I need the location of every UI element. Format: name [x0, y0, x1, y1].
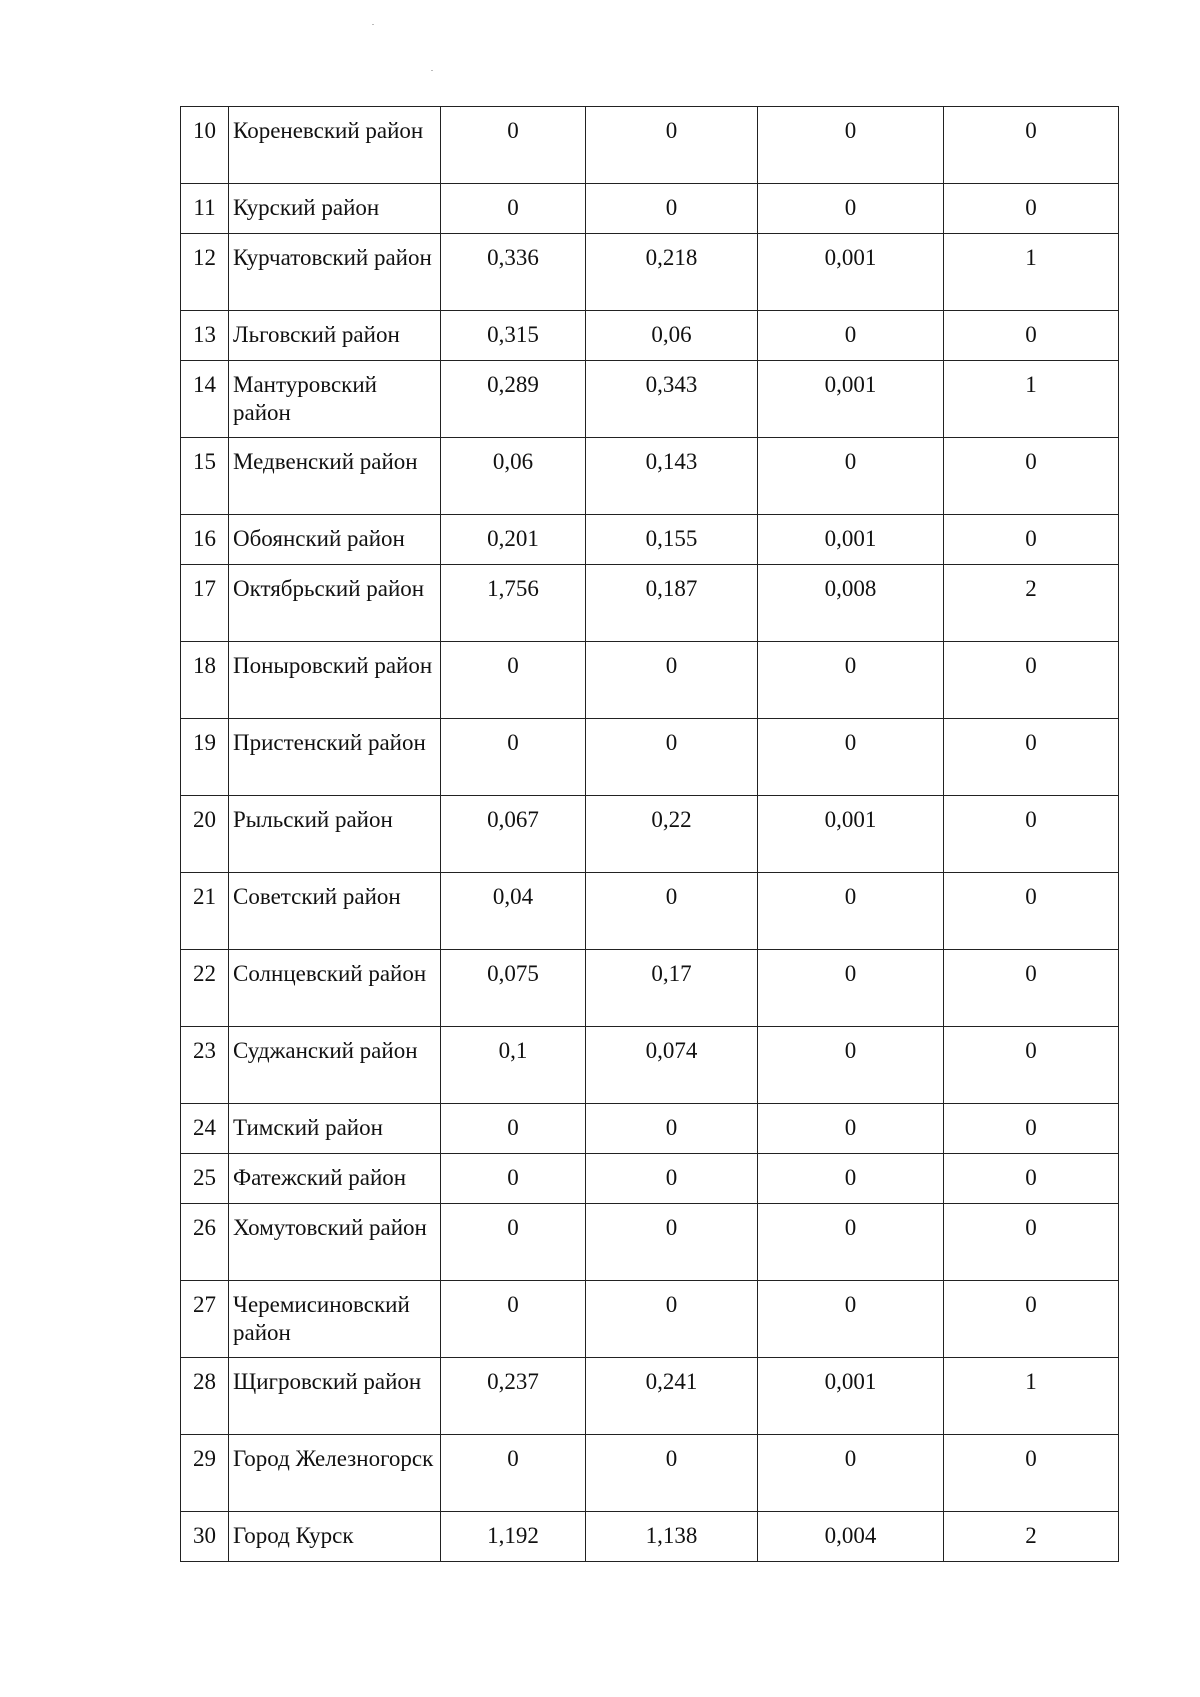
row-number-cell: 23 — [181, 1027, 229, 1104]
district-name-cell: Город Железногорск — [229, 1435, 441, 1512]
value-cell-col3: 0,008 — [758, 565, 944, 642]
district-name-cell: Поныровский район — [229, 642, 441, 719]
value-cell-col1: 0,067 — [441, 796, 586, 873]
value-cell-col4: 0 — [944, 107, 1119, 184]
district-name-cell: Рыльский район — [229, 796, 441, 873]
value-cell-col2: 0 — [586, 719, 758, 796]
table-row — [181, 361, 1119, 438]
value-cell-col3: 0,001 — [758, 515, 944, 565]
table-row — [181, 1154, 1119, 1204]
value-cell-col4: 0 — [944, 1104, 1119, 1154]
value-cell-col1: 1,192 — [441, 1512, 586, 1562]
value-cell-col2: 0 — [586, 1104, 758, 1154]
district-name-cell: Советский район — [229, 873, 441, 950]
value-cell-col1: 0,075 — [441, 950, 586, 1027]
row-number-cell: 22 — [181, 950, 229, 1027]
row-number-cell: 26 — [181, 1204, 229, 1281]
scan-speck — [431, 70, 433, 71]
value-cell-col3: 0 — [758, 873, 944, 950]
value-cell-col1: 0,315 — [441, 311, 586, 361]
value-cell-col1: 0,1 — [441, 1027, 586, 1104]
value-cell-col1: 0 — [441, 107, 586, 184]
table-row — [181, 184, 1119, 234]
district-name-cell: Октябрьский район — [229, 565, 441, 642]
row-number-cell: 12 — [181, 234, 229, 311]
row-number-cell: 15 — [181, 438, 229, 515]
value-cell-col2: 0,155 — [586, 515, 758, 565]
table-row — [181, 950, 1119, 1027]
row-number-cell: 14 — [181, 361, 229, 438]
table-row — [181, 515, 1119, 565]
table-row — [181, 1512, 1119, 1562]
table-row — [181, 1027, 1119, 1104]
value-cell-col2: 0,22 — [586, 796, 758, 873]
value-cell-col1: 0,04 — [441, 873, 586, 950]
value-cell-col1: 1,756 — [441, 565, 586, 642]
value-cell-col1: 0,336 — [441, 234, 586, 311]
value-cell-col1: 0,237 — [441, 1358, 586, 1435]
value-cell-col2: 0 — [586, 873, 758, 950]
value-cell-col3: 0,001 — [758, 361, 944, 438]
district-name-cell: Курчатовский район — [229, 234, 441, 311]
row-number-cell: 19 — [181, 719, 229, 796]
value-cell-col1: 0 — [441, 184, 586, 234]
value-cell-col1: 0 — [441, 1104, 586, 1154]
table-row — [181, 873, 1119, 950]
value-cell-col1: 0 — [441, 1204, 586, 1281]
value-cell-col2: 0 — [586, 642, 758, 719]
value-cell-col2: 0,17 — [586, 950, 758, 1027]
table-row — [181, 1281, 1119, 1358]
value-cell-col4: 0 — [944, 1281, 1119, 1358]
row-number-cell: 21 — [181, 873, 229, 950]
value-cell-col2: 0,06 — [586, 311, 758, 361]
value-cell-col4: 1 — [944, 234, 1119, 311]
value-cell-col4: 0 — [944, 642, 1119, 719]
district-name-cell: Пристенский район — [229, 719, 441, 796]
row-number-cell: 11 — [181, 184, 229, 234]
value-cell-col4: 0 — [944, 950, 1119, 1027]
data-table — [180, 106, 1119, 1562]
row-number-cell: 30 — [181, 1512, 229, 1562]
value-cell-col2: 0 — [586, 1204, 758, 1281]
value-cell-col3: 0 — [758, 1281, 944, 1358]
value-cell-col3: 0 — [758, 1204, 944, 1281]
value-cell-col2: 0,143 — [586, 438, 758, 515]
value-cell-col3: 0 — [758, 1154, 944, 1204]
value-cell-col3: 0 — [758, 642, 944, 719]
table-row — [181, 796, 1119, 873]
value-cell-col2: 0,241 — [586, 1358, 758, 1435]
value-cell-col4: 0 — [944, 1204, 1119, 1281]
row-number-cell: 25 — [181, 1154, 229, 1204]
scan-speck — [372, 24, 374, 25]
table-row — [181, 642, 1119, 719]
value-cell-col4: 0 — [944, 873, 1119, 950]
row-number-cell: 28 — [181, 1358, 229, 1435]
value-cell-col3: 0 — [758, 311, 944, 361]
row-number-cell: 29 — [181, 1435, 229, 1512]
value-cell-col3: 0 — [758, 438, 944, 515]
district-name-cell: Кореневский район — [229, 107, 441, 184]
district-name-cell: Обоянский район — [229, 515, 441, 565]
row-number-cell: 18 — [181, 642, 229, 719]
district-name-cell: Льговский район — [229, 311, 441, 361]
value-cell-col2: 0 — [586, 1281, 758, 1358]
value-cell-col3: 0 — [758, 184, 944, 234]
value-cell-col2: 0,343 — [586, 361, 758, 438]
district-name-cell: Щигровский район — [229, 1358, 441, 1435]
row-number-cell: 27 — [181, 1281, 229, 1358]
row-number-cell: 17 — [181, 565, 229, 642]
district-name-cell: Медвенский район — [229, 438, 441, 515]
table-row — [181, 1358, 1119, 1435]
value-cell-col4: 2 — [944, 565, 1119, 642]
table-row — [181, 565, 1119, 642]
value-cell-col4: 0 — [944, 796, 1119, 873]
value-cell-col3: 0,004 — [758, 1512, 944, 1562]
row-number-cell: 24 — [181, 1104, 229, 1154]
value-cell-col2: 0 — [586, 1435, 758, 1512]
district-name-cell: Хомутовский район — [229, 1204, 441, 1281]
value-cell-col1: 0,201 — [441, 515, 586, 565]
value-cell-col3: 0 — [758, 1027, 944, 1104]
table-row — [181, 107, 1119, 184]
district-name-cell: Черемисиновский район — [229, 1281, 441, 1358]
table-row — [181, 234, 1119, 311]
table-body — [181, 107, 1119, 1562]
district-name-cell: Мантуровский район — [229, 361, 441, 438]
value-cell-col2: 0,187 — [586, 565, 758, 642]
district-name-cell: Город Курск — [229, 1512, 441, 1562]
value-cell-col2: 0,218 — [586, 234, 758, 311]
value-cell-col3: 0 — [758, 107, 944, 184]
value-cell-col4: 0 — [944, 438, 1119, 515]
value-cell-col4: 0 — [944, 311, 1119, 361]
table-row — [181, 311, 1119, 361]
value-cell-col4: 0 — [944, 184, 1119, 234]
value-cell-col2: 0,074 — [586, 1027, 758, 1104]
table-row — [181, 1204, 1119, 1281]
value-cell-col3: 0,001 — [758, 234, 944, 311]
row-number-cell: 20 — [181, 796, 229, 873]
value-cell-col4: 1 — [944, 1358, 1119, 1435]
value-cell-col2: 0 — [586, 107, 758, 184]
value-cell-col1: 0,06 — [441, 438, 586, 515]
value-cell-col1: 0 — [441, 719, 586, 796]
value-cell-col1: 0 — [441, 1435, 586, 1512]
district-name-cell: Солнцевский район — [229, 950, 441, 1027]
value-cell-col3: 0 — [758, 1104, 944, 1154]
value-cell-col4: 0 — [944, 719, 1119, 796]
value-cell-col2: 0 — [586, 184, 758, 234]
value-cell-col3: 0 — [758, 950, 944, 1027]
value-cell-col4: 1 — [944, 361, 1119, 438]
row-number-cell: 10 — [181, 107, 229, 184]
value-cell-col4: 0 — [944, 515, 1119, 565]
district-name-cell: Тимский район — [229, 1104, 441, 1154]
value-cell-col3: 0,001 — [758, 1358, 944, 1435]
value-cell-col4: 0 — [944, 1027, 1119, 1104]
value-cell-col3: 0 — [758, 719, 944, 796]
value-cell-col1: 0 — [441, 1281, 586, 1358]
value-cell-col4: 2 — [944, 1512, 1119, 1562]
table-row — [181, 1104, 1119, 1154]
value-cell-col1: 0,289 — [441, 361, 586, 438]
row-number-cell: 16 — [181, 515, 229, 565]
district-name-cell: Курский район — [229, 184, 441, 234]
district-name-cell: Суджанский район — [229, 1027, 441, 1104]
table-row — [181, 1435, 1119, 1512]
table-row — [181, 438, 1119, 515]
value-cell-col1: 0 — [441, 642, 586, 719]
district-name-cell: Фатежский район — [229, 1154, 441, 1204]
table-row — [181, 719, 1119, 796]
value-cell-col3: 0 — [758, 1435, 944, 1512]
value-cell-col2: 0 — [586, 1154, 758, 1204]
value-cell-col1: 0 — [441, 1154, 586, 1204]
value-cell-col3: 0,001 — [758, 796, 944, 873]
row-number-cell: 13 — [181, 311, 229, 361]
value-cell-col2: 1,138 — [586, 1512, 758, 1562]
value-cell-col4: 0 — [944, 1154, 1119, 1204]
value-cell-col4: 0 — [944, 1435, 1119, 1512]
